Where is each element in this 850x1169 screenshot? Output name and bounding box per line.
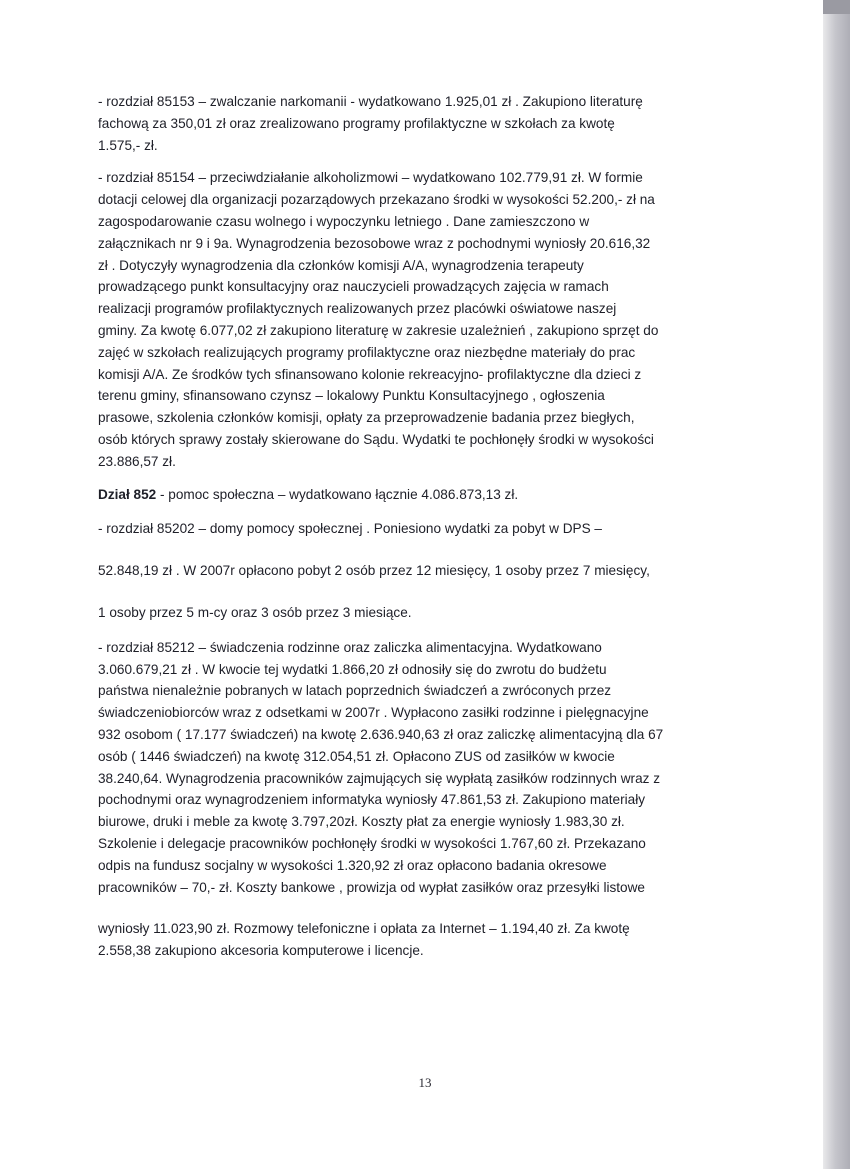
document-body (98, 91, 738, 962)
scan-edge-corner (823, 0, 850, 14)
text-line: - rozdział 85154 – przeciwdziałanie alkoholizmowi – wydatkowano 102.779,91 zł. W formie (98, 170, 643, 186)
text-line: Szkolenie i delegacje pracowników pochłonęły środki w wysokości 1.767,60 zł. Przekazano (98, 835, 646, 851)
section-text: - pomoc społeczna – wydatkowano łącznie 4.086.873,13 zł. (156, 486, 519, 502)
text-line: komisji A/A. Ze środków tych sfinansowano kolonie rekreacyjno- profilaktyczne dla dzieci z (98, 366, 642, 382)
paragraph-85153 (98, 91, 738, 156)
paragraph-85212 (98, 637, 738, 899)
paragraph-gap (98, 624, 738, 637)
text-line: pochodnymi oraz wynagrodzeniem informatyka wyniosły 47.861,53 zł. Zakupiono materiały (98, 792, 646, 808)
paragraph-85202-end: 1 osoby przez 5 m-cy oraz 3 osób przez 3 miesiące. (98, 604, 412, 620)
text-line: 932 osobom ( 17.177 świadczeń) na kwotę 2.636.940,63 zł oraz zaliczkę alimentacyjną dla 67 (98, 726, 664, 742)
text-line: 1.575,- zł. (98, 137, 158, 153)
text-line: prasowe, szkolenia członków komisji, opłaty za przeprowadzenie badania przez biegłych, (98, 410, 635, 426)
paragraph-85202-cont: 52.848,19 zł . W 2007r opłacono pobyt 2 osób przez 12 miesięcy, 1 osoby przez 7 miesięcy, (98, 563, 650, 579)
text-line: zajęć w szkołach realizujących programy profilaktyczne oraz niezbędne materiały do prac (98, 344, 636, 360)
text-line: odpis na fundusz socjalny w wysokości 1.320,92 zł oraz opłacono badania okresowe (98, 857, 607, 873)
text-line: fachową za 350,01 zł oraz zrealizowano programy profilaktyczne w szkołach za kwotę (98, 115, 615, 131)
text-line: terenu gminy, sfinansowano czynsz – lokalowy Punktu Konsultacyjnego , ogłoszenia (98, 388, 605, 404)
text-line: świadczeniobiorców wraz z odsetkami w 2007r . Wypłacono zasiłki rodzinne i pielęgnacyjne (98, 705, 649, 721)
text-line: wyniosły 11.023,90 zł. Rozmowy telefoniczne i opłata za Internet – 1.194,40 zł. Za kwotę (98, 921, 630, 937)
text-line: załącznikach nr 9 i 9a. Wynagrodzenia bezosobowe wraz z pochodnymi wyniosły 20.616,32 (98, 235, 651, 251)
text-line: zagospodarowanie czasu wolnego i wypoczynku letniego . Dane zamieszczono w (98, 213, 590, 229)
section-label: Dział 852 (98, 486, 157, 502)
text-line: dotacji celowej dla organizacji pozarządowych przekazano środki w wysokości 52.200,- zł na (98, 192, 655, 208)
text-line: osób ( 1446 świadczeń) na kwotę 312.054,51 zł. Opłacono ZUS od zasiłków w kwocie (98, 748, 615, 764)
text-line: pracowników – 70,- zł. Koszty bankowe , prowizja od wypłat zasiłków oraz przesyłki listowe (98, 879, 645, 895)
text-line: prowadzącego punkt konsultacyjny oraz nauczycieli prowadzących zajęcia w ramach (98, 279, 609, 295)
text-line: zł . Dotyczyły wynagrodzenia dla członków komisji A/A, wynagrodzenia terapeuty (98, 257, 584, 273)
text-line: państwa nienależnie pobranych w latach poprzednich świadczeń a zwróconych przez (98, 683, 612, 699)
paragraph-gap (98, 540, 738, 560)
text-line: gminy. Za kwotę 6.077,02 zł zakupiono literaturę w zakresie uzależnień , zakupiono sprzęt do (98, 322, 659, 338)
text-line: 2.558,38 zakupiono akcesoria komputerowe i licencje. (98, 943, 424, 959)
text-line: osób których sprawy zostały skierowane do Sądu. Wydatki te pochłonęły środki w wysokości (98, 431, 654, 447)
paragraph-85154 (98, 167, 738, 472)
paragraph-85212-cont (98, 918, 738, 962)
text-line: - rozdział 85212 – świadczenia rodzinne oraz zaliczka alimentacyjna. Wydatkowano (98, 639, 602, 655)
paragraph-gap (98, 156, 738, 167)
scan-edge (823, 0, 850, 1169)
text-line: 23.886,57 zł. (98, 453, 176, 469)
paragraph-gap (98, 898, 738, 918)
text-line: realizacji programów profilaktycznych realizowanych przez placówki oświatowe naszej (98, 301, 617, 317)
paragraph-85202: - rozdział 85202 – domy pomocy społecznej . Poniesiono wydatki za pobyt w DPS – (98, 521, 602, 537)
text-line: 38.240,64. Wynagrodzenia pracowników zajmujących się wypłatą zasiłków rodzinnych wraz z (98, 770, 661, 786)
text-line: - rozdział 85153 – zwalczanie narkomanii - wydatkowano 1.925,01 zł . Zakupiono literaturę (98, 94, 643, 109)
paragraph-gap (98, 582, 738, 602)
paragraph-gap (98, 473, 738, 484)
section-heading-dzial-852 (98, 484, 738, 506)
page-number: 13 (418, 1075, 432, 1090)
text-line: biurowe, druki i meble za kwotę 3.797,20zł. Koszty płat za energie wyniosły 1.983,30 zł. (98, 814, 625, 830)
text-line: 3.060.679,21 zł . W kwocie tej wydatki 1.866,20 zł odnosiły się do zwrotu do budżetu (98, 661, 607, 677)
paragraph-gap (98, 505, 738, 518)
